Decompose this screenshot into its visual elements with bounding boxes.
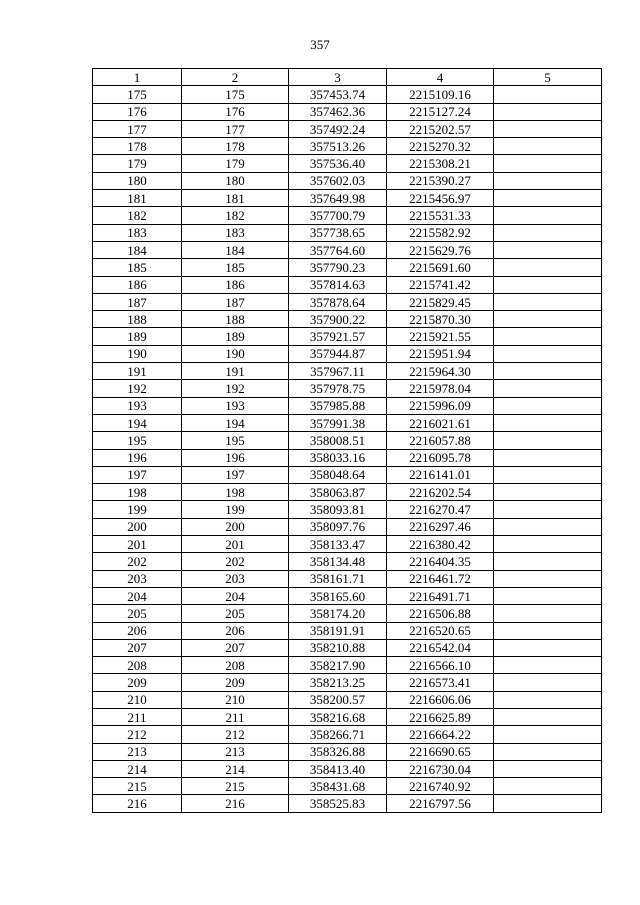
- table-cell-col-1: 201: [93, 536, 182, 553]
- table-row: [93, 536, 602, 553]
- table-cell-col-5: [494, 397, 602, 414]
- table-cell-col-5: [494, 224, 602, 241]
- table-cell-col-4: 2215127.24: [387, 103, 494, 120]
- table-cell-col-4: 2215870.30: [387, 311, 494, 328]
- table-cell-col-5: [494, 657, 602, 674]
- page-number: 357: [310, 37, 330, 52]
- table-cell-col-1: 211: [93, 708, 182, 725]
- table-cell-col-1: 193: [93, 397, 182, 414]
- table-cell-col-3: 358008.51: [289, 432, 387, 449]
- table-cell-col-5: [494, 622, 602, 639]
- table-cell-col-2: 189: [182, 328, 289, 345]
- table-cell-col-4: 2216202.54: [387, 484, 494, 501]
- table-row: [93, 380, 602, 397]
- table-cell-col-3: 357453.74: [289, 86, 387, 103]
- table-cell-col-3: 357878.64: [289, 293, 387, 310]
- table-row: [93, 553, 602, 570]
- table-cell-col-4: 2215109.16: [387, 86, 494, 103]
- table-cell-col-3: 358174.20: [289, 605, 387, 622]
- table-cell-col-2: 194: [182, 414, 289, 431]
- table-row: [93, 259, 602, 276]
- column-header-1: 1: [93, 69, 182, 86]
- table-cell-col-1: 177: [93, 120, 182, 137]
- table-cell-col-5: [494, 86, 602, 103]
- table-row: [93, 86, 602, 103]
- table-cell-col-5: [494, 466, 602, 483]
- table-cell-col-4: 2216690.65: [387, 743, 494, 760]
- table-cell-col-2: 199: [182, 501, 289, 518]
- table-cell-col-5: [494, 639, 602, 656]
- table-cell-col-4: 2216664.22: [387, 726, 494, 743]
- table-header-row: [93, 69, 602, 86]
- table-cell-col-3: 357738.65: [289, 224, 387, 241]
- table-cell-col-2: 193: [182, 397, 289, 414]
- table-cell-col-2: 209: [182, 674, 289, 691]
- table-cell-col-2: 192: [182, 380, 289, 397]
- table-cell-col-1: 194: [93, 414, 182, 431]
- table-cell-col-3: 358161.71: [289, 570, 387, 587]
- table-cell-col-2: 215: [182, 778, 289, 795]
- table-cell-col-4: 2215582.92: [387, 224, 494, 241]
- table-cell-col-4: 2215996.09: [387, 397, 494, 414]
- table-cell-col-2: 191: [182, 363, 289, 380]
- table-cell-col-5: [494, 363, 602, 380]
- table-cell-col-5: [494, 484, 602, 501]
- table-row: [93, 466, 602, 483]
- table-cell-col-4: 2216461.72: [387, 570, 494, 587]
- table-cell-col-3: 358133.47: [289, 536, 387, 553]
- table-row: [93, 276, 602, 293]
- table-cell-col-2: 206: [182, 622, 289, 639]
- table-cell-col-4: 2216057.88: [387, 432, 494, 449]
- table-cell-col-2: 212: [182, 726, 289, 743]
- table-row: [93, 241, 602, 258]
- table-row: [93, 363, 602, 380]
- table-cell-col-1: 190: [93, 345, 182, 362]
- table-cell-col-1: 189: [93, 328, 182, 345]
- table-cell-col-1: 182: [93, 207, 182, 224]
- table-cell-col-2: 184: [182, 241, 289, 258]
- table-cell-col-5: [494, 726, 602, 743]
- table-cell-col-5: [494, 380, 602, 397]
- table-cell-col-4: 2216542.04: [387, 639, 494, 656]
- table-cell-col-2: 190: [182, 345, 289, 362]
- table-cell-col-5: [494, 432, 602, 449]
- table-cell-col-1: 207: [93, 639, 182, 656]
- table-cell-col-5: [494, 190, 602, 207]
- table-cell-col-1: 197: [93, 466, 182, 483]
- table-cell-col-5: [494, 311, 602, 328]
- table-cell-col-5: [494, 518, 602, 535]
- table-cell-col-1: 198: [93, 484, 182, 501]
- table-cell-col-3: 358134.48: [289, 553, 387, 570]
- table-cell-col-1: 180: [93, 172, 182, 189]
- table-cell-col-3: 357649.98: [289, 190, 387, 207]
- table-cell-col-3: 358063.87: [289, 484, 387, 501]
- table-cell-col-2: 188: [182, 311, 289, 328]
- table-cell-col-2: 216: [182, 795, 289, 812]
- table-cell-col-4: 2215741.42: [387, 276, 494, 293]
- table-cell-col-4: 2215951.94: [387, 345, 494, 362]
- table-cell-col-5: [494, 138, 602, 155]
- table-row: [93, 449, 602, 466]
- table-cell-col-2: 200: [182, 518, 289, 535]
- table-cell-col-5: [494, 293, 602, 310]
- table-row: [93, 587, 602, 604]
- table-cell-col-1: 192: [93, 380, 182, 397]
- table-row: [93, 726, 602, 743]
- table-cell-col-4: 2215308.21: [387, 155, 494, 172]
- table-cell-col-4: 2215629.76: [387, 241, 494, 258]
- table-cell-col-5: [494, 449, 602, 466]
- table-cell-col-3: 357536.40: [289, 155, 387, 172]
- table-row: [93, 795, 602, 812]
- table-row: [93, 484, 602, 501]
- table-cell-col-3: 358216.68: [289, 708, 387, 725]
- table-cell-col-5: [494, 241, 602, 258]
- table-cell-col-5: [494, 276, 602, 293]
- table-cell-col-1: 196: [93, 449, 182, 466]
- table-row: [93, 224, 602, 241]
- table-cell-col-3: 358326.88: [289, 743, 387, 760]
- table-cell-col-4: 2215964.30: [387, 363, 494, 380]
- table-cell-col-3: 357978.75: [289, 380, 387, 397]
- table-row: [93, 103, 602, 120]
- table-cell-col-3: 358200.57: [289, 691, 387, 708]
- table-cell-col-5: [494, 570, 602, 587]
- table-row: [93, 501, 602, 518]
- table-cell-col-1: 188: [93, 311, 182, 328]
- table-cell-col-4: 2215829.45: [387, 293, 494, 310]
- table-row: [93, 674, 602, 691]
- table-cell-col-4: 2216095.78: [387, 449, 494, 466]
- table-row: [93, 190, 602, 207]
- table-body: [93, 86, 602, 812]
- table-cell-col-5: [494, 795, 602, 812]
- table-cell-col-4: 2215456.97: [387, 190, 494, 207]
- table-row: [93, 760, 602, 777]
- table-cell-col-3: 358431.68: [289, 778, 387, 795]
- table-cell-col-2: 182: [182, 207, 289, 224]
- table-cell-col-1: 179: [93, 155, 182, 172]
- table-cell-col-3: 357991.38: [289, 414, 387, 431]
- table-cell-col-1: 203: [93, 570, 182, 587]
- table-cell-col-5: [494, 778, 602, 795]
- table-cell-col-2: 205: [182, 605, 289, 622]
- table-cell-col-4: 2216141.01: [387, 466, 494, 483]
- table-cell-col-3: 358525.83: [289, 795, 387, 812]
- table-cell-col-1: 195: [93, 432, 182, 449]
- table-cell-col-4: 2216625.89: [387, 708, 494, 725]
- table-cell-col-2: 186: [182, 276, 289, 293]
- table-cell-col-2: 202: [182, 553, 289, 570]
- table-cell-col-3: 357814.63: [289, 276, 387, 293]
- table-row: [93, 605, 602, 622]
- table-cell-col-5: [494, 760, 602, 777]
- table-cell-col-4: 2216297.46: [387, 518, 494, 535]
- table-cell-col-3: 357602.03: [289, 172, 387, 189]
- table-cell-col-1: 204: [93, 587, 182, 604]
- table-row: [93, 414, 602, 431]
- table-cell-col-5: [494, 345, 602, 362]
- table-cell-col-4: 2216520.65: [387, 622, 494, 639]
- table-row: [93, 345, 602, 362]
- table-cell-col-4: 2216730.04: [387, 760, 494, 777]
- table-cell-col-4: 2215978.04: [387, 380, 494, 397]
- table-row: [93, 432, 602, 449]
- table-cell-col-3: 357921.57: [289, 328, 387, 345]
- table-cell-col-1: 205: [93, 605, 182, 622]
- column-header-5: 5: [494, 69, 602, 86]
- table-cell-col-5: [494, 743, 602, 760]
- table-cell-col-2: 207: [182, 639, 289, 656]
- table-cell-col-4: 2215921.55: [387, 328, 494, 345]
- table-cell-col-1: 208: [93, 657, 182, 674]
- table-cell-col-3: 358165.60: [289, 587, 387, 604]
- table-cell-col-4: 2215270.32: [387, 138, 494, 155]
- table-cell-col-3: 357492.24: [289, 120, 387, 137]
- table-cell-col-5: [494, 501, 602, 518]
- table-cell-col-3: 358191.91: [289, 622, 387, 639]
- table-cell-col-1: 209: [93, 674, 182, 691]
- table-row: [93, 311, 602, 328]
- table-cell-col-4: 2215390.27: [387, 172, 494, 189]
- table-row: [93, 708, 602, 725]
- table-cell-col-2: 197: [182, 466, 289, 483]
- table-cell-col-3: 358266.71: [289, 726, 387, 743]
- table-cell-col-1: 184: [93, 241, 182, 258]
- table-cell-col-1: 186: [93, 276, 182, 293]
- table-cell-col-4: 2216021.61: [387, 414, 494, 431]
- table-cell-col-1: 183: [93, 224, 182, 241]
- table-cell-col-1: 210: [93, 691, 182, 708]
- table-cell-col-3: 358413.40: [289, 760, 387, 777]
- table-cell-col-3: 358210.88: [289, 639, 387, 656]
- table-cell-col-5: [494, 103, 602, 120]
- table-cell-col-2: 187: [182, 293, 289, 310]
- table-cell-col-1: 185: [93, 259, 182, 276]
- table-cell-col-3: 358033.16: [289, 449, 387, 466]
- table-row: [93, 639, 602, 656]
- table-cell-col-1: 202: [93, 553, 182, 570]
- table-cell-col-3: 357462.36: [289, 103, 387, 120]
- table-cell-col-2: 178: [182, 138, 289, 155]
- table-cell-col-5: [494, 120, 602, 137]
- table-row: [93, 138, 602, 155]
- table-cell-col-2: 180: [182, 172, 289, 189]
- table-cell-col-4: 2216573.41: [387, 674, 494, 691]
- table-cell-col-4: 2216566.10: [387, 657, 494, 674]
- table-cell-col-3: 357764.60: [289, 241, 387, 258]
- column-header-3: 3: [289, 69, 387, 86]
- table-row: [93, 778, 602, 795]
- table-row: [93, 518, 602, 535]
- table-row: [93, 743, 602, 760]
- table-cell-col-2: 198: [182, 484, 289, 501]
- table-cell-col-3: 357944.87: [289, 345, 387, 362]
- table-cell-col-5: [494, 587, 602, 604]
- table-cell-col-5: [494, 328, 602, 345]
- table-row: [93, 397, 602, 414]
- table-cell-col-2: 213: [182, 743, 289, 760]
- table-cell-col-3: 357900.22: [289, 311, 387, 328]
- table-cell-col-5: [494, 708, 602, 725]
- table-cell-col-1: 200: [93, 518, 182, 535]
- table-cell-col-1: 176: [93, 103, 182, 120]
- table-cell-col-5: [494, 553, 602, 570]
- table-cell-col-4: 2216606.06: [387, 691, 494, 708]
- table-cell-col-1: 206: [93, 622, 182, 639]
- table-cell-col-2: 201: [182, 536, 289, 553]
- table-row: [93, 293, 602, 310]
- table-cell-col-1: 212: [93, 726, 182, 743]
- table-cell-col-4: 2216404.35: [387, 553, 494, 570]
- table-cell-col-3: 357985.88: [289, 397, 387, 414]
- table-row: [93, 155, 602, 172]
- table-cell-col-3: 357967.11: [289, 363, 387, 380]
- table-cell-col-1: 191: [93, 363, 182, 380]
- table-cell-col-4: 2216506.88: [387, 605, 494, 622]
- table-cell-col-3: 358048.64: [289, 466, 387, 483]
- table-row: [93, 172, 602, 189]
- table-cell-col-1: 175: [93, 86, 182, 103]
- table-cell-col-1: 216: [93, 795, 182, 812]
- table-cell-col-2: 175: [182, 86, 289, 103]
- table-cell-col-5: [494, 605, 602, 622]
- table-row: [93, 570, 602, 587]
- table-cell-col-2: 214: [182, 760, 289, 777]
- table-cell-col-2: 203: [182, 570, 289, 587]
- table-cell-col-2: 179: [182, 155, 289, 172]
- table-cell-col-4: 2216797.56: [387, 795, 494, 812]
- table-cell-col-4: 2216270.47: [387, 501, 494, 518]
- table-cell-col-1: 187: [93, 293, 182, 310]
- table-cell-col-2: 195: [182, 432, 289, 449]
- table-cell-col-2: 208: [182, 657, 289, 674]
- table-cell-col-2: 210: [182, 691, 289, 708]
- table-cell-col-5: [494, 674, 602, 691]
- table-row: [93, 691, 602, 708]
- table-row: [93, 207, 602, 224]
- table-cell-col-2: 196: [182, 449, 289, 466]
- table-row: [93, 120, 602, 137]
- table-cell-col-4: 2216740.92: [387, 778, 494, 795]
- table-cell-col-3: 357513.26: [289, 138, 387, 155]
- table-cell-col-3: 357700.79: [289, 207, 387, 224]
- table-cell-col-3: 357790.23: [289, 259, 387, 276]
- table-cell-col-4: 2216491.71: [387, 587, 494, 604]
- table-cell-col-5: [494, 172, 602, 189]
- table-cell-col-5: [494, 536, 602, 553]
- table-cell-col-3: 358097.76: [289, 518, 387, 535]
- table-cell-col-4: 2215691.60: [387, 259, 494, 276]
- column-header-4: 4: [387, 69, 494, 86]
- table-cell-col-3: 358093.81: [289, 501, 387, 518]
- table-cell-col-3: 358217.90: [289, 657, 387, 674]
- table-row: [93, 328, 602, 345]
- table-cell-col-5: [494, 259, 602, 276]
- table-row: [93, 622, 602, 639]
- table-cell-col-5: [494, 414, 602, 431]
- table-cell-col-2: 185: [182, 259, 289, 276]
- table-cell-col-2: 211: [182, 708, 289, 725]
- table-cell-col-2: 204: [182, 587, 289, 604]
- table-cell-col-2: 183: [182, 224, 289, 241]
- table-cell-col-4: 2215531.33: [387, 207, 494, 224]
- table-cell-col-1: 214: [93, 760, 182, 777]
- table-cell-col-1: 215: [93, 778, 182, 795]
- table-cell-col-5: [494, 155, 602, 172]
- table-cell-col-4: 2216380.42: [387, 536, 494, 553]
- table-cell-col-3: 358213.25: [289, 674, 387, 691]
- table-cell-col-5: [494, 207, 602, 224]
- table-cell-col-1: 178: [93, 138, 182, 155]
- table-cell-col-1: 213: [93, 743, 182, 760]
- table-cell-col-2: 181: [182, 190, 289, 207]
- table-cell-col-5: [494, 691, 602, 708]
- table-cell-col-4: 2215202.57: [387, 120, 494, 137]
- table-cell-col-1: 181: [93, 190, 182, 207]
- table-row: [93, 657, 602, 674]
- table-cell-col-2: 176: [182, 103, 289, 120]
- table-cell-col-2: 177: [182, 120, 289, 137]
- table-cell-col-1: 199: [93, 501, 182, 518]
- column-header-2: 2: [182, 69, 289, 86]
- coordinates-table: [92, 68, 602, 813]
